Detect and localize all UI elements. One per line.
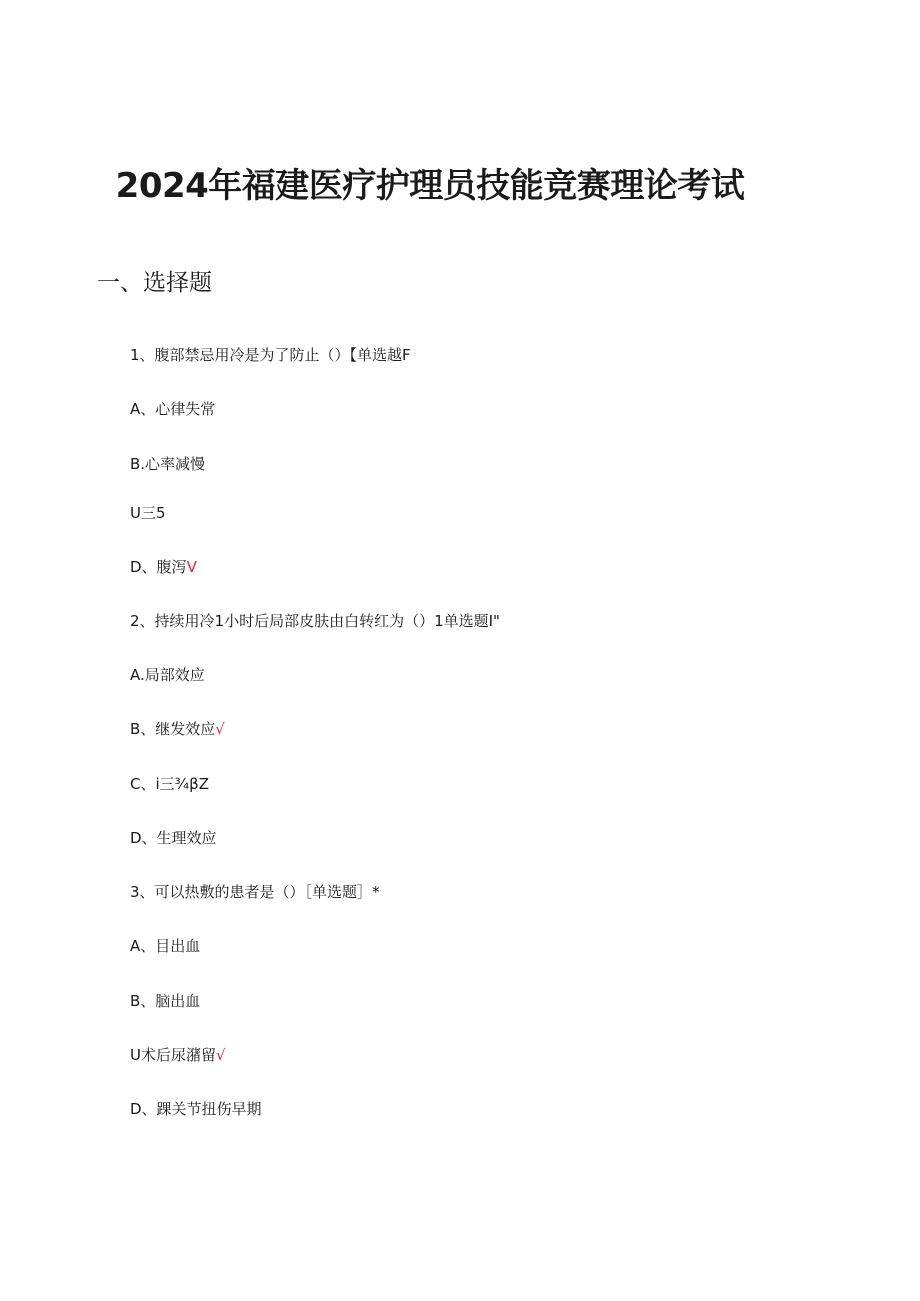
option-text: B、继发效应: [130, 720, 216, 738]
option-text: A.局部效应: [130, 666, 205, 684]
answer-option: [130, 1098, 262, 1120]
option-text: D、生理效应: [130, 829, 217, 847]
option-text: A、目出血: [130, 937, 201, 955]
answer-option: [130, 827, 217, 849]
answer-option: [130, 664, 205, 686]
option-text: B.心率减慢: [130, 455, 206, 473]
question-stem: 2、持续用冷1小时后局部皮肤由白转红为（）1单选题I": [130, 612, 500, 630]
answer-option: [130, 935, 200, 957]
correct-answer-mark: √: [215, 1046, 226, 1064]
answer-option: [130, 1044, 226, 1066]
option-text: C、i三¾βZ: [130, 775, 210, 793]
option-text: U三5: [130, 504, 166, 522]
page-title: 2024年福建医疗护理员技能竞赛理论考试: [115, 166, 745, 206]
answer-option: [130, 398, 215, 420]
answer-option: [130, 502, 166, 524]
option-text: A、心律失常: [130, 400, 216, 418]
question-stem: 3、可以热敷的患者是（）［单选题］*: [130, 883, 380, 901]
answer-option: [130, 773, 209, 795]
answer-option: [130, 990, 200, 1012]
answer-option: [130, 718, 225, 740]
answer-option: [130, 556, 197, 578]
question-stem: 1、腹部禁忌用冷是为了防止（）【单选越F: [130, 346, 411, 364]
option-text: D、踝关节扭伤早期: [130, 1100, 262, 1118]
option-text: U术后尿潴留: [130, 1046, 216, 1064]
correct-answer-mark: V: [186, 558, 197, 576]
answer-option: [130, 453, 205, 475]
section-heading: 一、选择题: [97, 270, 212, 296]
correct-answer-mark: √: [215, 720, 225, 738]
option-text: B、脑出血: [130, 992, 201, 1010]
option-text: D、腹泻: [130, 558, 187, 576]
